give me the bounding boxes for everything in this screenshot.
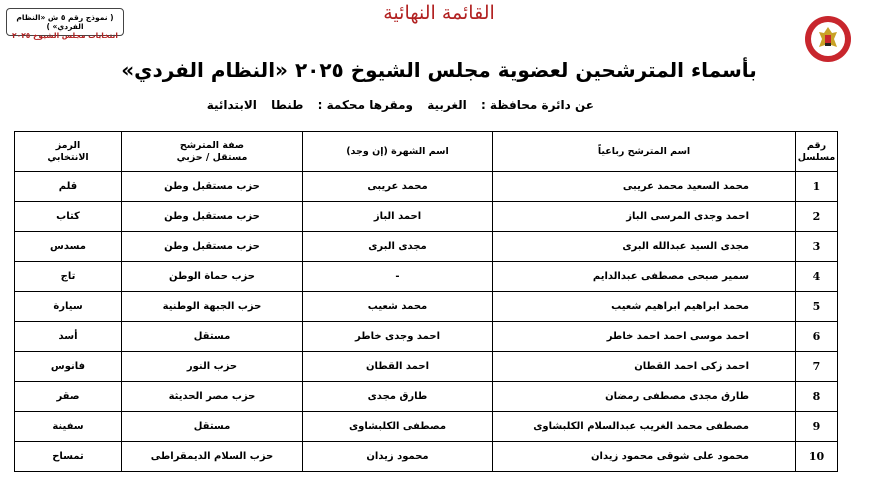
symbol-cell: تاج xyxy=(15,262,122,292)
capacity-cell: حزب حماة الوطن xyxy=(122,262,303,292)
table-row xyxy=(15,292,838,322)
symbol-cell: أسد xyxy=(15,322,122,352)
name-cell: سمير صبحى مصطفى عبدالدايم xyxy=(493,262,796,292)
capacity-cell: حزب مصر الحديثة xyxy=(122,382,303,412)
nickname-cell: مجدى البرى xyxy=(303,232,493,262)
symbol-cell: سيارة xyxy=(15,292,122,322)
district-label: عن دائرة محافظة : xyxy=(480,98,594,112)
header-serial: رقم مسلسل xyxy=(796,132,838,172)
capacity-cell: مستقل xyxy=(122,412,303,442)
header-nickname: اسم الشهرة (إن وجد) xyxy=(303,132,493,172)
header-symbol: الرمز الانتخابي xyxy=(15,132,122,172)
table-row xyxy=(15,382,838,412)
final-list-title: القائمة النهائية xyxy=(383,2,495,24)
capacity-cell: حزب مستقبل وطن xyxy=(122,232,303,262)
header-candidate-name: اسم المترشح رباعياً xyxy=(493,132,796,172)
capacity-cell: حزب السلام الديمقراطى xyxy=(122,442,303,472)
name-cell: مجدى السيد عبدالله البرى xyxy=(493,232,796,262)
page-title: بأسماء المترشحين لعضوية مجلس الشيوخ ٢٠٢٥ «النظام الفردي» xyxy=(121,58,757,82)
symbol-cell: كتاب xyxy=(15,202,122,232)
table-row xyxy=(15,352,838,382)
capacity-cell: حزب مستقبل وطن xyxy=(122,202,303,232)
table-row xyxy=(15,172,838,202)
symbol-cell: فانوس xyxy=(15,352,122,382)
header-capacity: صفة المترشح مستقل / حزبي xyxy=(122,132,303,172)
capacity-cell: مستقل xyxy=(122,322,303,352)
serial-cell: 8 xyxy=(796,382,838,412)
symbol-cell: قلم xyxy=(15,172,122,202)
district-line xyxy=(197,98,594,112)
table-row xyxy=(15,412,838,442)
table-row xyxy=(15,202,838,232)
table-row xyxy=(15,442,838,472)
serial-cell: 9 xyxy=(796,412,838,442)
form-election-line: انتخابات مجلس الشيوخ ٢٠٢٥ xyxy=(12,31,118,40)
serial-cell: 5 xyxy=(796,292,838,322)
governorate-value: الغربية xyxy=(427,98,467,112)
name-cell: مصطفى محمد الغريب عبدالسلام الكلبشاوى xyxy=(493,412,796,442)
serial-cell: 7 xyxy=(796,352,838,382)
nickname-cell: محمد عريبى xyxy=(303,172,493,202)
table-row xyxy=(15,262,838,292)
serial-cell: 1 xyxy=(796,172,838,202)
capacity-cell: حزب مستقبل وطن xyxy=(122,172,303,202)
form-number-line: ( نموذج رقم ٥ ش «النظام الفردي» ) xyxy=(16,13,114,31)
symbol-cell: تمساح xyxy=(15,442,122,472)
name-cell: احمد زكى احمد القطان xyxy=(493,352,796,382)
name-cell: محمد ابراهيم ابراهيم شعيب xyxy=(493,292,796,322)
nickname-cell: احمد وجدى خاطر xyxy=(303,322,493,352)
nickname-cell: محمود زيدان xyxy=(303,442,493,472)
nickname-cell: مصطفى الكلبشاوى xyxy=(303,412,493,442)
symbol-cell: مسدس xyxy=(15,232,122,262)
name-cell: احمد موسى احمد احمد خاطر xyxy=(493,322,796,352)
serial-cell: 2 xyxy=(796,202,838,232)
court-label: ومقرها محكمة : xyxy=(317,98,414,112)
national-elections-authority-logo-icon xyxy=(803,14,853,64)
nickname-cell: طارق مجدى xyxy=(303,382,493,412)
serial-cell: 3 xyxy=(796,232,838,262)
name-cell: احمد وجدى المرسى الباز xyxy=(493,202,796,232)
serial-cell: 6 xyxy=(796,322,838,352)
city-value: طنطا xyxy=(271,98,304,112)
nickname-cell: محمد شعيب xyxy=(303,292,493,322)
table-row xyxy=(15,232,838,262)
serial-cell: 4 xyxy=(796,262,838,292)
table-header-row xyxy=(15,132,838,172)
nickname-cell: - xyxy=(303,262,493,292)
nickname-cell: احمد الباز xyxy=(303,202,493,232)
serial-cell: 10 xyxy=(796,442,838,472)
name-cell: محمد السعيد محمد عريبى xyxy=(493,172,796,202)
table-row xyxy=(15,322,838,352)
symbol-cell: سفينة xyxy=(15,412,122,442)
candidates-table xyxy=(14,131,838,472)
symbol-cell: صقر xyxy=(15,382,122,412)
nickname-cell: احمد القطان xyxy=(303,352,493,382)
capacity-cell: حزب النور xyxy=(122,352,303,382)
capacity-cell: حزب الجبهة الوطنية xyxy=(122,292,303,322)
court-type-value: الابتدائية xyxy=(206,98,257,112)
name-cell: طارق مجدى مصطفى رمضان xyxy=(493,382,796,412)
name-cell: محمود على شوقى محمود زيدان xyxy=(493,442,796,472)
